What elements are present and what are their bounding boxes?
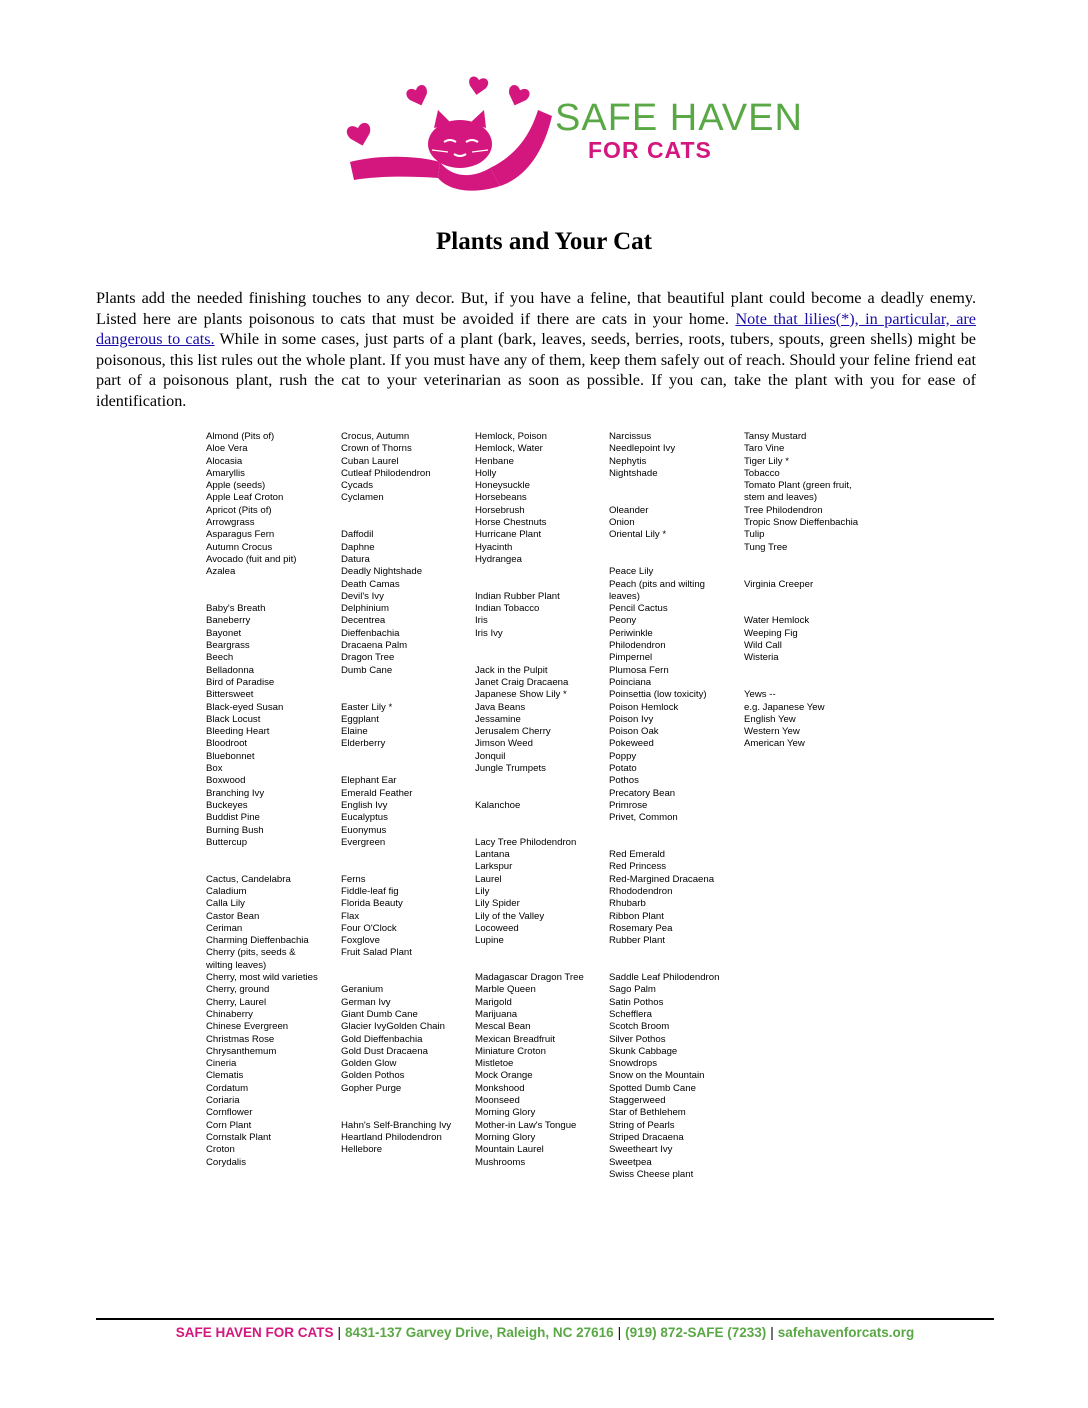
plant-item: Philodendron: [609, 640, 666, 652]
plant-item: Mistletoe: [475, 1058, 514, 1070]
plant-item: Monkshood: [475, 1082, 525, 1094]
plant-item: Beargrass: [206, 640, 250, 652]
plant-item: Schefflera: [609, 1008, 653, 1020]
plant-item: Cordatum: [206, 1082, 249, 1094]
plant-item: Eucalyptus: [341, 812, 388, 824]
plant-item: Dumb Cane: [341, 664, 393, 676]
plant-item: Four O'Clock: [341, 922, 397, 934]
plant-item: Primrose: [609, 799, 648, 811]
plant-item: Gold Dust Dracaena: [341, 1045, 428, 1057]
plant-item: Satin Pothos: [609, 996, 664, 1008]
plant-item: Apricot (Pits of): [206, 504, 272, 516]
plant-item: Peach (pits and wilting: [609, 578, 705, 590]
plant-item: Horsebrush: [475, 504, 525, 516]
footer-org: SAFE HAVEN FOR CATS: [175, 1325, 334, 1340]
plant-item: Lupine: [475, 935, 504, 947]
plant-item: Dieffenbachia: [341, 627, 400, 639]
plant-item: Asparagus Fern: [206, 529, 275, 541]
plant-item: Jonquil: [475, 750, 506, 762]
spacer: [341, 505, 451, 517]
plant-item: Cherry, Laurel: [206, 996, 267, 1008]
plant-item: Needlepoint Ivy: [609, 443, 676, 455]
plant-item: Croton: [206, 1144, 235, 1156]
logo-subtitle: FOR CATS: [588, 137, 712, 163]
plant-item: Delphinium: [341, 603, 389, 615]
spacer: [341, 1107, 451, 1119]
spacer: [341, 751, 451, 763]
plant-item: Burning Bush: [206, 824, 264, 836]
spacer: [609, 554, 719, 566]
plant-item: Almond (Pits of): [206, 431, 275, 442]
plant-item: Weeping Fig: [744, 627, 798, 639]
footer-separator: |: [337, 1325, 341, 1340]
plant-item: Cherry, ground: [206, 984, 270, 996]
plant-item: Wild Call: [744, 640, 782, 652]
spacer: [341, 689, 451, 701]
plant-item: Rubber Plant: [609, 935, 665, 947]
plant-item: Ribbon Plant: [609, 910, 664, 922]
plant-item: Buttercup: [206, 836, 248, 848]
plant-item: Aloe Vera: [206, 443, 248, 455]
plant-item: Locoweed: [475, 922, 519, 934]
spacer: [744, 554, 858, 566]
plant-item: Datura: [341, 553, 370, 565]
plant-item: Tung Tree: [744, 541, 788, 553]
plant-item: Ferns: [341, 873, 366, 885]
plant-item: Elderberry: [341, 738, 386, 750]
plant-item: Morning Glory: [475, 1107, 536, 1119]
plant-item: Buddist Pine: [206, 812, 260, 824]
plant-column-2: [341, 431, 451, 1157]
plant-item: Rosemary Pea: [609, 922, 673, 934]
plant-item: Mock Orange: [475, 1070, 533, 1082]
plant-item: Jungle Trumpets: [475, 763, 546, 775]
plant-item: Jessamine: [475, 713, 521, 725]
plant-item: Plumosa Fern: [609, 664, 669, 676]
spacer: [744, 665, 858, 677]
footer-website[interactable]: safehavenforcats.org: [777, 1325, 915, 1340]
plant-item: Cycads: [341, 480, 373, 492]
spacer: [475, 652, 584, 664]
plant-item: Red Emerald: [609, 849, 665, 861]
plant-item: Spotted Dumb Cane: [609, 1082, 696, 1094]
plant-item: Snowdrops: [609, 1058, 657, 1070]
plant-item: Mexican Breadfruit: [475, 1033, 555, 1045]
plant-item: Fiddle-leaf fig: [341, 885, 399, 897]
plant-item: Pokeweed: [609, 738, 654, 750]
spacer: [609, 837, 719, 849]
spacer: [341, 677, 451, 689]
plant-item: Miniature Croton: [475, 1045, 546, 1057]
plant-item: Castor Bean: [206, 910, 260, 922]
plant-item: Hydrangea: [475, 553, 522, 565]
plant-item: Lily: [475, 885, 490, 897]
intro-text-1: Plants add the needed finishing touches to any decor. But, if you have a feline, that beautiful plant could become a deadly enemy. Listed here are plants poisonous to cats that must be avoided if there are cats in your home.: [96, 289, 976, 328]
footer: [96, 1325, 994, 1340]
plant-item: Tansy Mustard: [744, 431, 807, 442]
plant-item: Poinsettia (low toxicity): [609, 689, 707, 701]
plant-item: Wisteria: [744, 652, 779, 664]
plant-item: Glacier IvyGolden Chain: [341, 1021, 445, 1033]
plant-item: e.g. Japanese Yew: [744, 701, 825, 713]
plant-item: Deadly Nightshade: [341, 566, 423, 578]
spacer: [206, 579, 318, 591]
plant-item: Oleander: [609, 504, 649, 516]
plant-item: Corydalis: [206, 1156, 246, 1168]
plant-item: Jack in the Pulpit: [475, 664, 548, 676]
plant-item: Nightshade: [609, 467, 658, 479]
plant-item: Black-eyed Susan: [206, 701, 284, 713]
plant-item: American Yew: [744, 738, 805, 750]
plant-item: Horsebeans: [475, 492, 527, 504]
plant-item: Mother-in Law's Tongue: [475, 1119, 577, 1131]
plant-item: Death Camas: [341, 578, 400, 590]
plant-item: Golden Glow: [341, 1058, 397, 1070]
spacer: [475, 947, 584, 959]
plant-item: Lily of the Valley: [475, 910, 545, 922]
plant-item: Hahn's Self-Branching Ivy: [341, 1119, 452, 1131]
plant-item: Jerusalem Cherry: [475, 726, 551, 738]
plant-item: Tropic Snow Dieffenbachia: [744, 517, 859, 529]
plant-item: Marble Queen: [475, 984, 536, 996]
plant-item: Madagascar Dragon Tree: [475, 972, 584, 984]
plant-item: Western Yew: [744, 726, 800, 738]
plant-item: Decentrea: [341, 615, 386, 627]
plant-item: Black Locust: [206, 713, 261, 725]
plant-item: Hellebore: [341, 1144, 383, 1156]
plant-item: Yews --: [744, 689, 776, 701]
plant-item: Boxwood: [206, 775, 246, 787]
plant-item: Cyclamen: [341, 492, 384, 504]
spacer: [609, 960, 719, 972]
plant-item: Devil's Ivy: [341, 590, 384, 602]
plant-item: Lantana: [475, 849, 510, 861]
plant-item: Hurricane Plant: [475, 529, 542, 541]
plant-item: Hemlock, Water: [475, 443, 543, 455]
plant-item: Poinciana: [609, 676, 652, 688]
plant-item: Tobacco: [744, 467, 780, 479]
plant-item: Honeysuckle: [475, 480, 530, 492]
plant-item: Cineria: [206, 1058, 237, 1070]
plant-item: Cherry (pits, seeds &: [206, 947, 296, 959]
spacer: [609, 492, 719, 504]
plant-item: Morning Glory: [475, 1131, 536, 1143]
plant-item: English Yew: [744, 713, 796, 725]
plant-item: Daffodil: [341, 529, 374, 541]
plant-item: Flax: [341, 910, 360, 922]
page-title: Plants and Your Cat: [435, 228, 652, 255]
plant-item: Lacy Tree Philodendron: [475, 836, 577, 848]
plant-item: Iris: [475, 615, 488, 627]
plant-item: Foxglove: [341, 935, 380, 947]
plant-item: Clematis: [206, 1070, 244, 1082]
plant-item: German Ivy: [341, 996, 391, 1008]
plant-item: Marijuana: [475, 1008, 518, 1020]
spacer: [475, 775, 584, 787]
plant-item: Emerald Feather: [341, 787, 413, 799]
plant-item: Amaryllis: [206, 467, 245, 479]
plant-item: Skunk Cabbage: [609, 1045, 678, 1057]
plant-item: Laurel: [475, 873, 502, 885]
plant-item: Alocasia: [206, 455, 243, 467]
intro-paragraph: [96, 288, 976, 412]
spacer: [609, 542, 719, 554]
plant-item: Saddle Leaf Philodendron: [609, 972, 720, 984]
plant-item: Tulip: [744, 529, 765, 541]
footer-divider: [96, 1318, 994, 1320]
plant-item: Cornstalk Plant: [206, 1131, 272, 1143]
plant-item: Indian Rubber Plant: [475, 590, 560, 602]
plant-item: Cherry, most wild varieties: [206, 972, 318, 984]
plant-item: Periwinkle: [609, 627, 653, 639]
plant-item: Larkspur: [475, 861, 513, 873]
plant-item: stem and leaves): [744, 492, 818, 504]
footer-phone: (919) 872-SAFE (7233): [625, 1325, 767, 1340]
spacer: [341, 763, 451, 775]
plant-item: Snow on the Mountain: [609, 1070, 705, 1082]
spacer: [609, 825, 719, 837]
plant-item: Azalea: [206, 566, 236, 578]
spacer: [475, 788, 584, 800]
plant-item: Henbane: [475, 455, 514, 467]
spacer: [744, 591, 858, 603]
plant-item: Beech: [206, 652, 234, 664]
plant-item: Bird of Paradise: [206, 676, 275, 688]
spacer: [341, 960, 451, 972]
plant-item: Precatory Bean: [609, 787, 676, 799]
plant-item: wilting leaves): [206, 959, 267, 971]
spacer: [341, 517, 451, 529]
plant-item: Virginia Creeper: [744, 578, 814, 590]
plant-item: Privet, Common: [609, 812, 678, 824]
footer-separator: |: [617, 1325, 622, 1340]
spacer: [475, 640, 584, 652]
plant-item: String of Pearls: [609, 1119, 675, 1131]
plant-item: Heartland Philodendron: [341, 1131, 442, 1143]
footer-address: 8431-137 Garvey Drive, Raleigh, NC 27616: [344, 1325, 614, 1340]
plant-item: Cornflower: [206, 1107, 253, 1119]
plant-item: Euonymus: [341, 824, 387, 836]
plant-item: Daphne: [341, 541, 375, 553]
plant-item: Apple (seeds): [206, 480, 266, 492]
plant-item: Pothos: [609, 775, 639, 787]
plant-item: Sweetpea: [609, 1156, 652, 1168]
spacer: [206, 861, 318, 873]
plant-item: Poison Oak: [609, 726, 659, 738]
plant-item: Mountain Laurel: [475, 1144, 544, 1156]
plant-item: Elaine: [341, 726, 368, 738]
plant-column-1: [206, 431, 318, 1169]
plant-item: Ceriman: [206, 922, 243, 934]
spacer: [609, 480, 719, 492]
plant-item: Avocado (fuit and pit): [206, 553, 297, 565]
plant-item: Cuban Laurel: [341, 455, 399, 467]
spacer: [341, 1095, 451, 1107]
plant-item: Rhubarb: [609, 898, 646, 910]
plant-column-5: [744, 431, 858, 751]
spacer: [206, 849, 318, 861]
plant-item: Water Hemlock: [744, 615, 810, 627]
plant-item: Calla Lily: [206, 898, 245, 910]
plant-item: Indian Tobacco: [475, 603, 540, 615]
plant-item: Crocus, Autumn: [341, 431, 410, 442]
plant-column-3: [475, 431, 584, 1169]
plant-item: Bluebonnet: [206, 750, 255, 762]
plant-item: Buckeyes: [206, 799, 248, 811]
plant-item: Giant Dumb Cane: [341, 1008, 418, 1020]
plant-item: Tomato Plant (green fruit,: [744, 480, 852, 492]
spacer: [475, 812, 584, 824]
plant-item: Potato: [609, 763, 637, 775]
plant-item: Coriaria: [206, 1095, 240, 1107]
plant-item: Tree Philodendron: [744, 504, 823, 516]
plant-item: Janet Craig Dracaena: [475, 676, 569, 688]
spacer: [609, 947, 719, 959]
plant-item: Cactus, Candelabra: [206, 873, 291, 885]
plant-item: Star of Bethlehem: [609, 1107, 686, 1119]
plant-item: Marigold: [475, 996, 512, 1008]
lilies-warning-link[interactable]: Note that lilies(*), in particular, are dangerous to cats.: [96, 309, 976, 349]
plant-item: Apple Leaf Croton: [206, 492, 284, 504]
plant-item: Gopher Purge: [341, 1082, 402, 1094]
plant-item: Red-Margined Dracaena: [609, 873, 715, 885]
spacer: [475, 960, 584, 972]
plant-item: Chinese Evergreen: [206, 1021, 289, 1033]
plant-item: Florida Beauty: [341, 898, 403, 910]
plant-item: Poison Hemlock: [609, 701, 679, 713]
plant-item: Autumn Crocus: [206, 541, 273, 553]
spacer: [341, 849, 451, 861]
plant-item: Chinaberry: [206, 1008, 253, 1020]
plant-item: Scotch Broom: [609, 1021, 670, 1033]
logo-title: SAFE HAVEN: [555, 97, 803, 139]
plant-item: Eggplant: [341, 713, 379, 725]
spacer: [341, 861, 451, 873]
plant-item: Baby's Breath: [206, 603, 266, 615]
plant-item: Bayonet: [206, 627, 242, 639]
plant-item: Evergreen: [341, 836, 386, 848]
plant-column-4: [609, 431, 719, 1181]
plant-item: Pimpernel: [609, 652, 653, 664]
plant-item: Bittersweet: [206, 689, 254, 701]
plant-item: Mushrooms: [475, 1156, 526, 1168]
plant-item: Branching Ivy: [206, 787, 265, 799]
plant-item: Moonseed: [475, 1095, 520, 1107]
plant-item: Hemlock, Poison: [475, 431, 547, 442]
spacer: [744, 566, 858, 578]
plant-item: Christmas Rose: [206, 1033, 275, 1045]
plant-item: Taro Vine: [744, 443, 785, 455]
plant-item: Poison Ivy: [609, 713, 654, 725]
plant-item: Elephant Ear: [341, 775, 397, 787]
spacer: [341, 972, 451, 984]
plant-item: Swiss Cheese plant: [609, 1168, 694, 1180]
plant-item: Silver Pothos: [609, 1033, 666, 1045]
plant-item: Hyacinth: [475, 541, 513, 553]
plant-item: Belladonna: [206, 664, 255, 676]
footer-separator: |: [770, 1325, 774, 1340]
plant-item: Cutleaf Philodendron: [341, 467, 431, 479]
plant-item: Mescal Bean: [475, 1021, 531, 1033]
plant-item: Dracaena Palm: [341, 640, 408, 652]
plant-item: Sago Palm: [609, 984, 656, 996]
plant-item: Geranium: [341, 984, 384, 996]
plant-item: Rhododendron: [609, 885, 673, 897]
plant-item: Easter Lily *: [341, 701, 393, 713]
plant-item: Dragon Tree: [341, 652, 395, 664]
plant-item: Bloodroot: [206, 738, 248, 750]
plant-item: Box: [206, 763, 223, 775]
plant-item: Crown of Thorns: [341, 443, 412, 455]
spacer: [475, 825, 584, 837]
spacer: [475, 579, 584, 591]
plant-item: Japanese Show Lily *: [475, 689, 567, 701]
spacer: [475, 566, 584, 578]
plant-item: Peace Lily: [609, 566, 654, 578]
plant-item: Tiger Lily *: [744, 455, 789, 467]
spacer: [744, 677, 858, 689]
plant-item: Corn Plant: [206, 1119, 252, 1131]
plant-item: Peony: [609, 615, 637, 627]
plant-item: Jimson Weed: [475, 738, 533, 750]
plant-item: Golden Pothos: [341, 1070, 405, 1082]
plant-item: Baneberry: [206, 615, 251, 627]
plant-item: Holly: [475, 467, 497, 479]
plant-item: English Ivy: [341, 799, 388, 811]
plant-item: Arrowgrass: [206, 517, 255, 529]
plant-item: Gold Dieffenbachia: [341, 1033, 423, 1045]
plant-item: Sweetheart Ivy: [609, 1144, 673, 1156]
plant-item: Fruit Salad Plant: [341, 947, 412, 959]
plant-item: leaves): [609, 590, 640, 602]
plant-item: Red Princess: [609, 861, 667, 873]
plant-item: Java Beans: [475, 701, 526, 713]
plant-item: Bleeding Heart: [206, 726, 270, 738]
plant-item: Striped Dracaena: [609, 1131, 684, 1143]
spacer: [744, 603, 858, 615]
plant-item: Chrysanthemum: [206, 1045, 277, 1057]
plant-item: Pencil Cactus: [609, 603, 668, 615]
plant-item: Staggerweed: [609, 1095, 666, 1107]
plant-item: Caladium: [206, 885, 247, 897]
spacer: [206, 591, 318, 603]
plant-item: Lily Spider: [475, 898, 520, 910]
plant-item: Kalanchoe: [475, 799, 521, 811]
plant-item: Narcissus: [609, 431, 652, 442]
intro-text-2: While in some cases, just parts of a plant (bark, leaves, seeds, berries, roots, tubers, spouts, green shells) might be poisonous, this list rules out the whole plant. If you must have any of them, keep them safely out of reach. Should your feline friend eat part of a poisonous plant, rush the cat to your veterinarian as soon as possible. If you can, take the plant with you for ease of identification.: [96, 330, 976, 410]
plant-item: Charming Dieffenbachia: [206, 935, 309, 947]
plant-item: Onion: [609, 517, 635, 529]
plant-item: Iris Ivy: [475, 627, 503, 639]
plant-item: Nephytis: [609, 455, 647, 467]
plant-item: Poppy: [609, 750, 637, 762]
plant-item: Oriental Lily *: [609, 529, 667, 541]
plant-item: Horse Chestnuts: [475, 517, 547, 529]
